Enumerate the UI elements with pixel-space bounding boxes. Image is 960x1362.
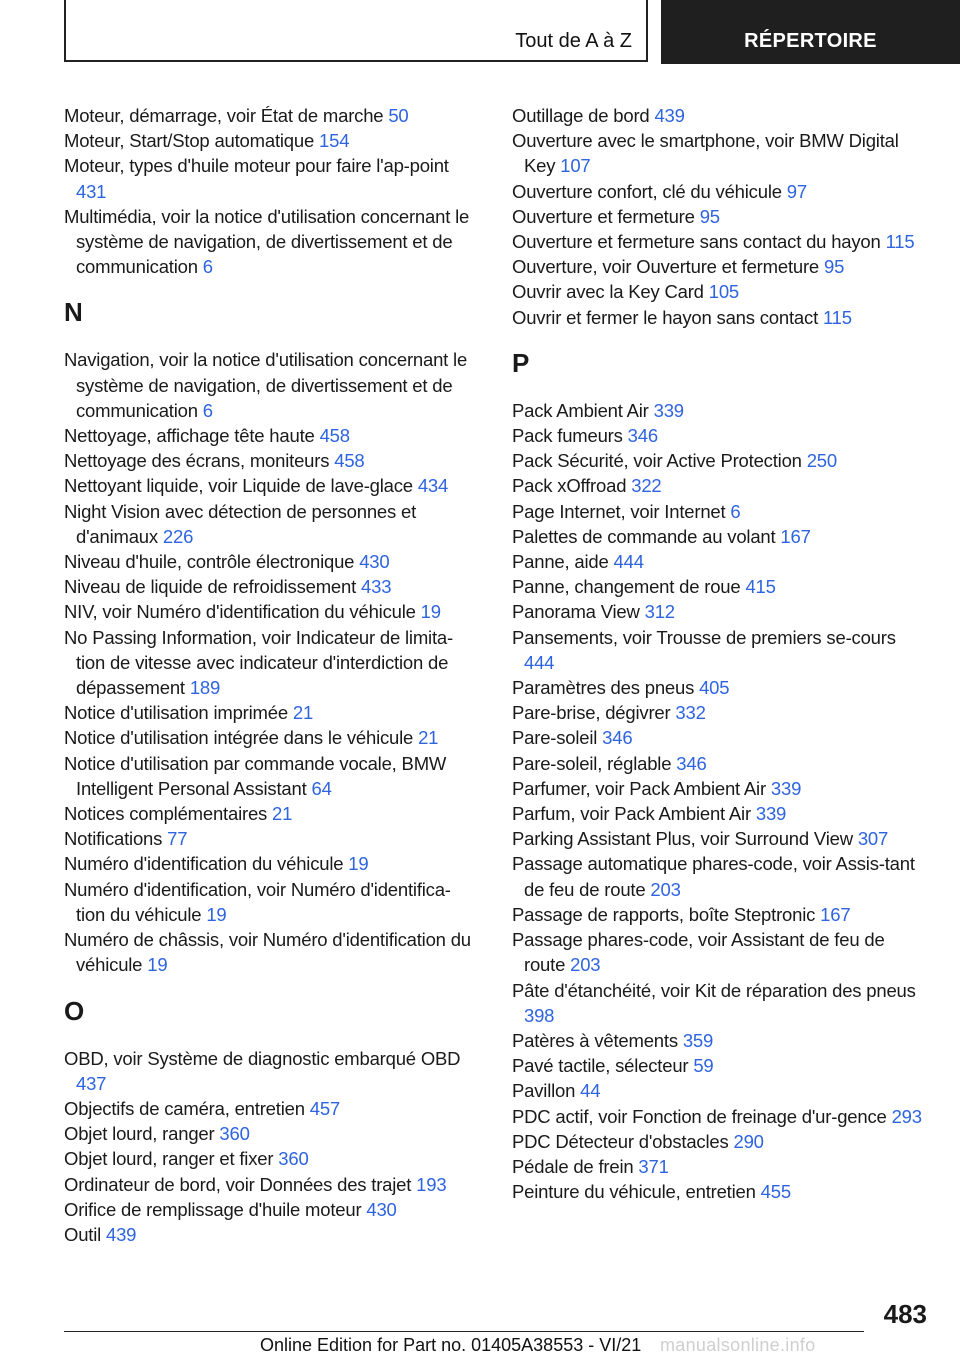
section-tab xyxy=(64,0,648,62)
page-reference-link[interactable]: 21 xyxy=(272,803,293,825)
index-entry xyxy=(64,499,479,549)
index-entry-text: Nettoyage des écrans, moniteurs xyxy=(64,450,330,472)
page-reference-link[interactable]: 193 xyxy=(416,1173,447,1195)
index-entry-text: Ouverture et fermeture sans contact du hayon xyxy=(512,231,881,253)
page-reference-link[interactable]: 434 xyxy=(417,475,449,497)
index-entry-text: Notice d'utilisation par commande vocale, BMW Intelligent Personal Assistant xyxy=(64,752,447,799)
page-reference-link[interactable]: 371 xyxy=(638,1155,669,1177)
index-entry-text: Ouvrir avec la Key Card xyxy=(512,281,704,303)
index-entry xyxy=(64,1121,479,1146)
index-entry-text: Notices complémentaires xyxy=(64,803,268,825)
index-entry-text: Pédale de frein xyxy=(512,1155,634,1177)
page-reference-link[interactable]: 322 xyxy=(631,475,662,497)
index-entry-text: Orifice de remplissage d'huile moteur xyxy=(64,1198,362,1220)
page-reference-link[interactable]: 398 xyxy=(524,1004,555,1026)
index-entry xyxy=(512,851,922,901)
index-entry xyxy=(64,103,479,128)
index-entry xyxy=(512,826,922,851)
index-entry xyxy=(512,801,922,826)
index-entry xyxy=(64,1197,479,1222)
index-entry xyxy=(512,725,922,750)
index-entry xyxy=(64,625,479,701)
index-entry-text: Pare-soleil, réglable xyxy=(512,752,672,774)
index-entry xyxy=(512,776,922,801)
index-entry xyxy=(512,499,922,524)
index-entry xyxy=(512,700,922,725)
page-reference-link[interactable]: 332 xyxy=(675,702,706,724)
index-entry xyxy=(64,1146,479,1171)
index-entry xyxy=(512,599,922,624)
index-entry xyxy=(64,549,479,574)
index-entry-text: Passage de rapports, boîte Steptronic xyxy=(512,903,816,925)
index-entry xyxy=(512,103,922,128)
index-entry xyxy=(64,851,479,876)
index-entry xyxy=(64,801,479,826)
index-column-right xyxy=(512,103,922,1204)
page-reference-link[interactable]: 250 xyxy=(806,450,837,472)
index-entry-text: Pare-soleil xyxy=(512,727,598,749)
page-reference-link[interactable]: 97 xyxy=(786,180,807,202)
index-entry xyxy=(64,1046,479,1096)
chapter-tab xyxy=(661,0,960,64)
index-entry xyxy=(512,1179,922,1204)
index-entry xyxy=(512,279,922,304)
page-reference-link[interactable]: 458 xyxy=(334,450,365,472)
index-entry-text: Moteur, démarrage, voir État de marche xyxy=(64,105,384,126)
footer-watermark: manualsonline.info xyxy=(660,1335,816,1355)
index-entry-text: Moteur, types d'huile moteur pour faire l'ap‐point xyxy=(64,155,449,177)
index-entry xyxy=(512,574,922,599)
chapter-tab-label: RÉPERTOIRE xyxy=(744,30,877,52)
index-entry-text: Ouverture, voir Ouverture et fermeture xyxy=(512,256,820,278)
index-entry-text: PDC actif, voir Fonction de freinage d'ur‐gence xyxy=(512,1105,887,1127)
index-entry xyxy=(512,179,922,204)
index-entry-text: Navigation, voir la notice d'utilisation concernant le système de navigation, de divertissement et de communication xyxy=(64,349,468,421)
index-entry-text: Patères à vêtements xyxy=(512,1029,678,1051)
index-entry xyxy=(512,675,922,700)
index-entry xyxy=(512,423,922,448)
index-entry-text: Pack xOffroad xyxy=(512,475,627,497)
index-entry-text: Night Vision avec détection de personnes et d'animaux xyxy=(64,500,417,547)
index-entry xyxy=(512,398,922,423)
index-entry xyxy=(512,1053,922,1078)
page-reference-link[interactable]: 19 xyxy=(206,903,227,925)
index-entry-text: Ouvrir et fermer le hayon sans contact xyxy=(512,306,819,328)
index-entry-text: Page Internet, voir Internet xyxy=(512,500,726,522)
index-entry xyxy=(512,902,922,927)
index-entry xyxy=(64,877,479,927)
page-reference-link[interactable]: 167 xyxy=(780,525,811,547)
index-entry xyxy=(64,128,479,153)
index-entry xyxy=(512,254,922,279)
index-entry xyxy=(512,448,922,473)
page-header xyxy=(64,0,960,64)
page-reference-link[interactable]: 430 xyxy=(359,551,390,573)
page-reference-link[interactable]: 19 xyxy=(147,954,168,976)
page-reference-link[interactable]: 360 xyxy=(278,1148,309,1170)
index-entry-text: Parfumer, voir Pack Ambient Air xyxy=(512,777,766,799)
page-reference-link[interactable]: 339 xyxy=(770,777,802,799)
index-entry xyxy=(512,1104,922,1129)
index-entry-text: No Passing Information, voir Indicateur de limita‐tion de vitesse avec indicateur d'interdiction de dépassement xyxy=(64,626,453,699)
page-reference-link[interactable]: 444 xyxy=(613,551,644,573)
index-entry-text: Pâte d'étanchéité, voir Kit de réparation des pneus xyxy=(512,979,916,1001)
index-entry xyxy=(64,1222,479,1247)
page-reference-link[interactable]: 339 xyxy=(755,803,787,825)
page-reference-link[interactable]: 339 xyxy=(653,399,684,421)
page-reference-link[interactable]: 430 xyxy=(366,1198,397,1220)
page-reference-link[interactable]: 105 xyxy=(708,281,740,303)
page-reference-link[interactable]: 115 xyxy=(822,306,852,328)
page-reference-link[interactable]: 439 xyxy=(106,1223,137,1245)
index-entry-text: Niveau d'huile, contrôle électronique xyxy=(64,551,355,573)
page-reference-link[interactable]: 457 xyxy=(309,1097,341,1119)
page-reference-link[interactable]: 458 xyxy=(319,425,350,447)
index-entry-text: Pack fumeurs xyxy=(512,425,623,447)
index-entry xyxy=(512,978,922,1028)
index-entry-text: Multimédia, voir la notice d'utilisation concernant le système de navigation, de divertissement et de communication xyxy=(64,205,470,278)
page-reference-link[interactable]: 455 xyxy=(760,1181,791,1203)
index-entry-text: Ouverture confort, clé du véhicule xyxy=(512,180,782,202)
index-entry xyxy=(64,751,479,801)
index-entry-text: Palettes de commande au volant xyxy=(512,525,776,547)
index-letter-heading: P xyxy=(512,347,530,378)
page-number: 483 xyxy=(883,1299,927,1329)
index-entry-text: Notice d'utilisation imprimée xyxy=(64,702,288,724)
index-entry-text: Pare-brise, dégivrer xyxy=(512,702,671,724)
page-reference-link[interactable]: 439 xyxy=(654,105,685,126)
index-entry xyxy=(512,473,922,498)
index-entry xyxy=(512,751,922,776)
index-entry xyxy=(512,1129,922,1154)
index-entry xyxy=(64,826,479,851)
footer-edition: Online Edition for Part no. 01405A38553 - VI/21 xyxy=(260,1335,642,1355)
index-entry xyxy=(64,423,479,448)
index-entry-text: Moteur, Start/Stop automatique xyxy=(64,130,315,152)
index-entry-text: Objet lourd, ranger et fixer xyxy=(64,1148,274,1170)
index-entry xyxy=(512,128,922,178)
index-entry xyxy=(64,574,479,599)
page-reference-link[interactable]: 431 xyxy=(76,180,107,202)
page-reference-link[interactable]: 444 xyxy=(524,651,555,673)
page-reference-link[interactable]: 107 xyxy=(560,155,591,177)
page-reference-link[interactable]: 346 xyxy=(627,425,658,447)
index-entry xyxy=(64,599,479,624)
index-entry xyxy=(512,927,922,977)
index-entry-text: OBD, voir Système de diagnostic embarqué OBD xyxy=(64,1047,461,1069)
page-reference-link[interactable]: 360 xyxy=(219,1123,250,1145)
page-reference-link[interactable]: 167 xyxy=(820,903,851,925)
index-entry-text: Pansements, voir Trousse de premiers se‐cours xyxy=(512,626,896,648)
index-entry-text: PDC Détecteur d'obstacles xyxy=(512,1130,729,1152)
page-reference-link[interactable]: 346 xyxy=(676,752,707,774)
index-entry-text: Ouverture avec le smartphone, voir BMW Digital Key xyxy=(512,130,899,177)
index-entry xyxy=(512,204,922,229)
index-entry xyxy=(512,229,922,254)
index-column-left xyxy=(64,103,479,1247)
page-reference-link[interactable]: 189 xyxy=(189,677,221,699)
index-entry-text: Numéro de châssis, voir Numéro d'identification du véhicule xyxy=(64,929,471,976)
page-reference-link[interactable]: 64 xyxy=(311,777,332,799)
index-entry xyxy=(512,1154,922,1179)
index-entry-text: Objectifs de caméra, entretien xyxy=(64,1097,305,1119)
page-reference-link[interactable]: 6 xyxy=(730,500,741,522)
page-reference-link[interactable]: 115 xyxy=(885,231,915,253)
index-entry-text: Notifications xyxy=(64,828,163,850)
section-tab-label: Tout de A à Z xyxy=(515,30,632,52)
index-entry-text: NIV, voir Numéro d'identification du véhicule xyxy=(64,601,416,623)
index-entry-text: Outillage de bord xyxy=(512,105,650,126)
index-entry xyxy=(64,1172,479,1197)
page-reference-link[interactable]: 415 xyxy=(745,576,776,598)
index-entry-text: Nettoyant liquide, voir Liquide de lave-glace xyxy=(64,475,413,497)
page-reference-link[interactable]: 77 xyxy=(167,828,188,850)
page-reference-link[interactable]: 293 xyxy=(891,1105,922,1127)
index-entry-text: Pavé tactile, sélecteur xyxy=(512,1055,689,1077)
index-entry-text: Pack Ambient Air xyxy=(512,399,649,421)
page-reference-link[interactable]: 50 xyxy=(388,105,409,126)
index-entry-text: Pavillon xyxy=(512,1080,576,1102)
index-entry xyxy=(64,153,479,203)
page-reference-link[interactable]: 437 xyxy=(76,1072,107,1094)
index-entry-text: Niveau de liquide de refroidissement xyxy=(64,576,357,598)
index-entry-text: Numéro d'identification, voir Numéro d'identifica‐tion du véhicule xyxy=(64,878,451,925)
index-entry xyxy=(512,305,922,330)
index-entry-text: Panne, aide xyxy=(512,551,609,573)
page-reference-link[interactable]: 44 xyxy=(580,1080,601,1102)
index-entry xyxy=(64,448,479,473)
page-reference-link[interactable]: 95 xyxy=(699,205,720,227)
page-reference-link[interactable]: 359 xyxy=(682,1029,714,1051)
index-entry xyxy=(64,473,479,498)
index-entry xyxy=(512,625,922,675)
page-reference-link[interactable]: 433 xyxy=(361,576,392,598)
page-reference-link[interactable]: 59 xyxy=(693,1055,714,1077)
footer-divider xyxy=(64,1331,864,1332)
index-entry xyxy=(64,347,479,423)
page-reference-link[interactable]: 154 xyxy=(319,130,350,152)
index-entry-text: Passage phares-code, voir Assistant de feu de route xyxy=(512,929,885,976)
page-reference-link[interactable]: 21 xyxy=(418,727,439,749)
index-letter-heading: O xyxy=(64,995,85,1026)
index-entry-text: Peinture du véhicule, entretien xyxy=(512,1181,756,1203)
page-reference-link[interactable]: 290 xyxy=(733,1130,764,1152)
index-entry-text: Notice d'utilisation intégrée dans le véhicule xyxy=(64,727,414,749)
page-reference-link[interactable]: 6 xyxy=(202,256,213,278)
page-reference-link[interactable]: 203 xyxy=(650,878,681,900)
index-entry-text: Numéro d'identification du véhicule xyxy=(64,853,344,875)
index-entry-text: Ordinateur de bord, voir Données des trajet xyxy=(64,1173,412,1195)
index-entry xyxy=(64,725,479,750)
index-entry xyxy=(512,1078,922,1103)
page-reference-link[interactable]: 312 xyxy=(644,601,675,623)
index-entry xyxy=(64,204,479,280)
index-entry-text: Paramètres des pneus xyxy=(512,677,695,699)
index-entry-text: Nettoyage, affichage tête haute xyxy=(64,425,315,447)
index-entry xyxy=(512,1028,922,1053)
page-reference-link[interactable]: 346 xyxy=(602,727,633,749)
page-reference-link[interactable]: 203 xyxy=(570,954,601,976)
page-reference-link[interactable]: 21 xyxy=(292,702,314,724)
page-reference-link[interactable]: 19 xyxy=(420,601,441,623)
index-entry-text: Panne, changement de roue xyxy=(512,576,741,598)
index-entry-text: Parfum, voir Pack Ambient Air xyxy=(512,803,751,825)
index-entry-text: Passage automatique phares-code, voir Assis‐tant de feu de route xyxy=(512,853,915,900)
index-entry-text: Panorama View xyxy=(512,601,640,623)
index-entry-text: Parking Assistant Plus, voir Surround View xyxy=(512,828,853,850)
index-entry xyxy=(64,1096,479,1121)
index-entry xyxy=(64,700,479,725)
index-entry xyxy=(512,549,922,574)
page-reference-link[interactable]: 95 xyxy=(823,256,845,278)
page-reference-link[interactable]: 19 xyxy=(348,853,369,875)
page-reference-link[interactable]: 307 xyxy=(857,828,889,850)
index-entry xyxy=(512,524,922,549)
index-entry-text: Objet lourd, ranger xyxy=(64,1123,215,1145)
page-reference-link[interactable]: 405 xyxy=(699,677,730,699)
page-reference-link[interactable]: 226 xyxy=(162,525,194,547)
page-reference-link[interactable]: 6 xyxy=(202,399,213,421)
index-entry-text: Ouverture et fermeture xyxy=(512,205,695,227)
index-entry-text: Pack Sécurité, voir Active Protection xyxy=(512,450,802,472)
index-letter-heading: N xyxy=(64,297,83,328)
index-entry-text: Outil xyxy=(64,1223,102,1245)
index-entry xyxy=(64,927,479,977)
